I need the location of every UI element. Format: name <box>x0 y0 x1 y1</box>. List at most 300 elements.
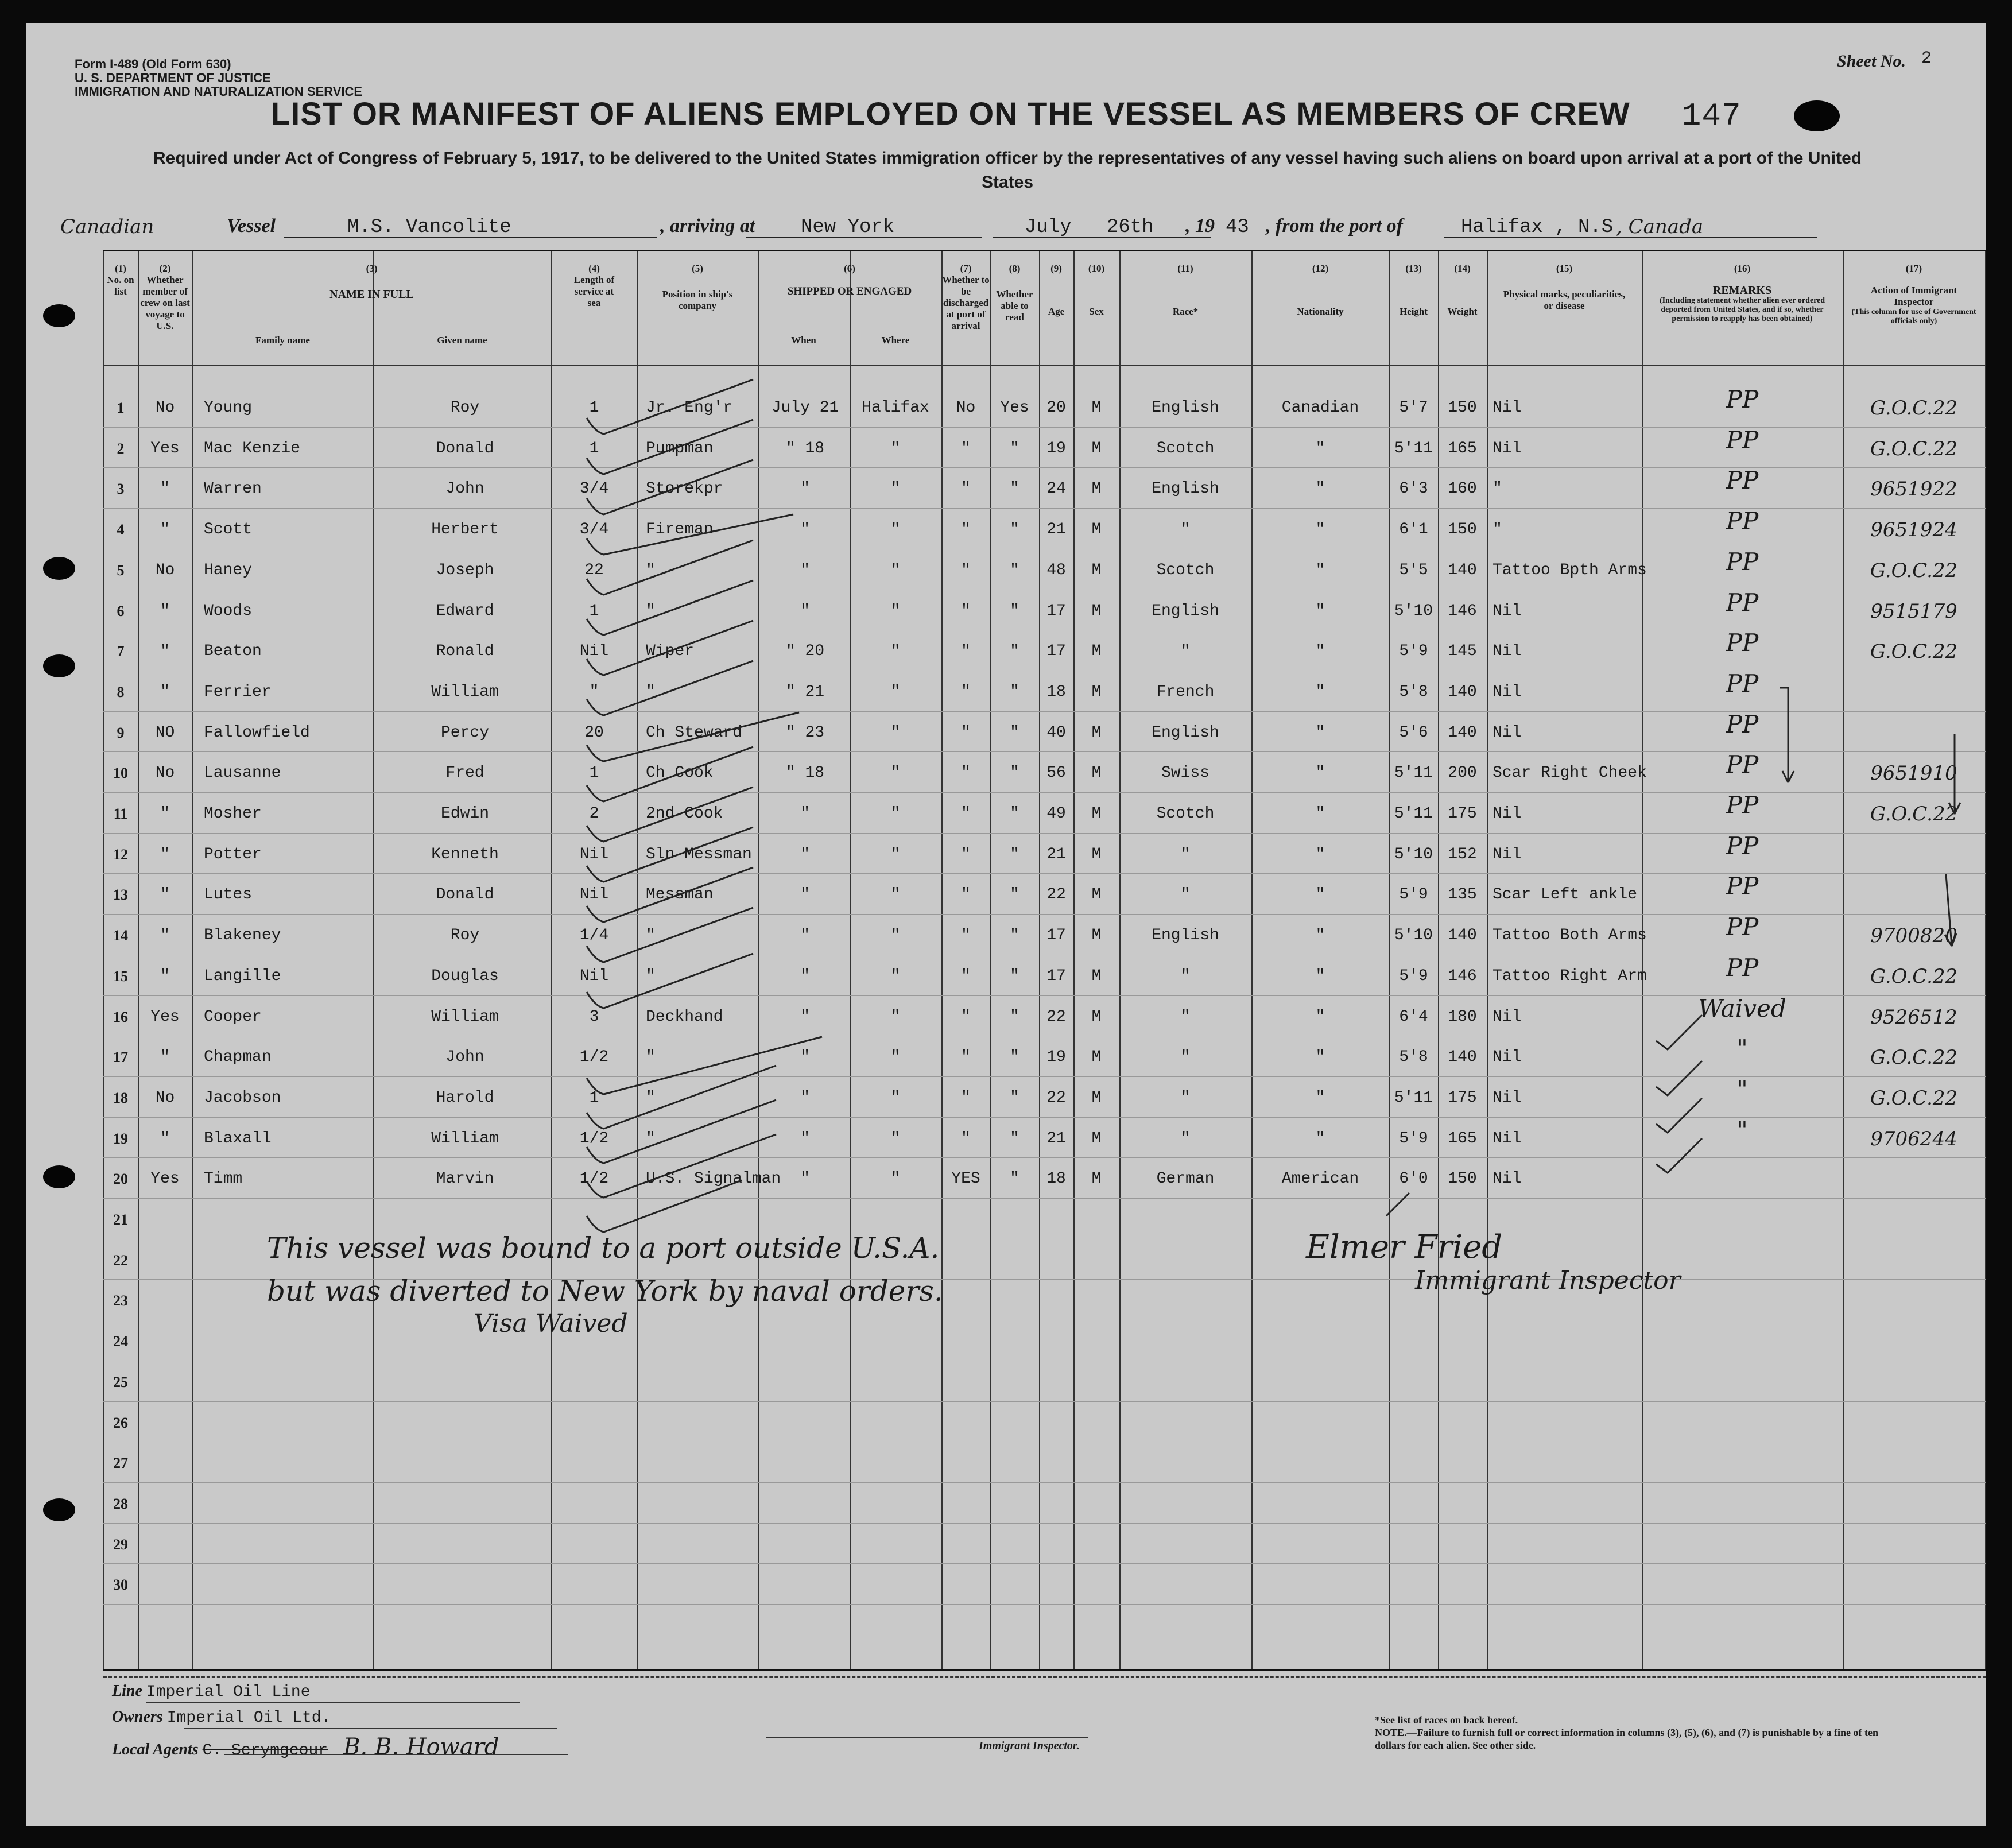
cell-no: 5 <box>117 561 125 579</box>
cell-given: William <box>431 1008 499 1026</box>
cell-no: 13 <box>113 886 128 904</box>
cell-read: Yes <box>1000 399 1029 417</box>
cell-sex: M <box>1091 439 1102 458</box>
cell-age: 17 <box>1046 927 1066 945</box>
cell-sex: M <box>1091 1008 1102 1026</box>
cell-marks: Nil <box>1492 642 1522 661</box>
cell-service: 22 <box>584 561 604 579</box>
col-15-header: (15) Physical marks, peculiarities, or disease <box>1503 263 1626 311</box>
cell-where: " <box>890 1088 901 1107</box>
cell-when: " <box>800 967 810 985</box>
cell-family: Beaton <box>204 642 262 661</box>
cell-height: 6'3 <box>1399 480 1428 498</box>
cell-action: G.O.C.22 <box>1870 964 1958 988</box>
cell-marks: Nil <box>1492 845 1522 863</box>
cell-no: 28 <box>113 1495 128 1512</box>
cell-last: No <box>155 1088 175 1107</box>
cell-family: Blaxall <box>204 1129 272 1148</box>
cell-nat: " <box>1315 602 1325 620</box>
cell-age: 18 <box>1046 1170 1066 1188</box>
cell-family: Mosher <box>204 805 262 823</box>
cell-when: " <box>800 845 810 863</box>
cell-when: " 21 <box>785 683 825 701</box>
col-4-header: (4) Length of service at sea <box>573 263 615 308</box>
cell-position: Messman <box>646 886 714 904</box>
cell-height: 6'0 <box>1399 1170 1428 1188</box>
cell-remarks: " <box>1736 1115 1748 1144</box>
vessel-name: M.S. Vancolite <box>347 216 511 238</box>
cell-no: 18 <box>113 1089 128 1106</box>
cell-age: 24 <box>1046 480 1066 498</box>
cell-no: 25 <box>113 1373 128 1390</box>
cell-disch: " <box>961 1008 971 1026</box>
cell-service: Nil <box>579 967 609 985</box>
cell-when: " 23 <box>785 723 825 742</box>
cell-height: 6'4 <box>1399 1008 1428 1026</box>
cell-action: 9706244 <box>1870 1127 1957 1150</box>
cell-action: G.O.C.22 <box>1870 437 1958 460</box>
cell-given: Ronald <box>436 642 494 661</box>
cell-disch: " <box>961 1129 971 1148</box>
cell-remarks: PP <box>1726 791 1759 819</box>
cell-race: " <box>1180 1129 1191 1148</box>
cell-family: Chapman <box>204 1048 272 1067</box>
cell-remarks: PP <box>1726 953 1759 982</box>
cell-last: Yes <box>150 439 180 458</box>
cell-last: Yes <box>150 1170 180 1188</box>
cell-where: " <box>890 439 901 458</box>
cell-remarks: PP <box>1726 425 1759 454</box>
cell-last: " <box>160 845 170 863</box>
col-2-header: (2) Whether member of crew on last voyage to U.S. <box>140 263 190 331</box>
cell-when: " <box>800 1170 810 1188</box>
col-5-header: (5) Position in ship's company <box>662 263 733 311</box>
cell-race: Scotch <box>1156 805 1215 823</box>
cell-when: " <box>800 1048 810 1067</box>
cell-family: Warren <box>204 480 262 498</box>
cell-nat: Canadian <box>1281 399 1359 417</box>
cell-last: " <box>160 967 170 985</box>
cell-where: " <box>890 927 901 945</box>
cell-last: " <box>160 642 170 661</box>
cell-read: " <box>1010 1088 1019 1107</box>
cell-last: " <box>160 1048 170 1067</box>
cell-read: " <box>1010 521 1019 539</box>
cell-where: " <box>890 967 901 985</box>
cell-read: " <box>1010 1048 1019 1067</box>
cell-last: " <box>160 1129 170 1148</box>
cell-when: " 18 <box>785 439 825 458</box>
cell-disch: " <box>961 845 971 863</box>
cell-age: 22 <box>1046 886 1066 904</box>
cell-remarks: PP <box>1726 507 1759 536</box>
cell-no: 16 <box>113 1008 128 1025</box>
cell-nat: " <box>1315 1048 1325 1067</box>
cell-given: Joseph <box>436 561 494 579</box>
cell-service: 3 <box>589 1008 599 1026</box>
cell-remarks: PP <box>1726 750 1759 779</box>
cell-given: William <box>431 1129 499 1148</box>
cell-action: 9651910 <box>1870 762 1957 785</box>
cell-service: 1 <box>589 439 599 458</box>
cell-action: 9651924 <box>1870 518 1957 542</box>
cell-read: " <box>1010 480 1019 498</box>
family-name-header: Family name <box>255 335 310 346</box>
cell-sex: M <box>1091 1048 1102 1067</box>
cell-marks: Tattoo Right Arm <box>1492 967 1647 985</box>
cell-race: " <box>1180 886 1191 904</box>
cell-position: " <box>646 683 656 701</box>
cell-where: " <box>890 764 901 782</box>
cell-nat: " <box>1315 1088 1325 1107</box>
from-country: , Canada <box>1616 215 1704 238</box>
cell-disch: " <box>961 521 971 539</box>
cell-weight: 140 <box>1448 1048 1477 1067</box>
cell-read: " <box>1010 1129 1019 1148</box>
cell-nat: " <box>1315 1129 1325 1148</box>
cell-family: Lutes <box>204 886 253 904</box>
cell-position: " <box>646 1088 656 1107</box>
cell-no: 30 <box>113 1576 128 1594</box>
cell-marks: " <box>1492 521 1502 539</box>
cell-service: 20 <box>584 723 604 742</box>
cell-nat: " <box>1315 805 1325 823</box>
cell-sex: M <box>1091 967 1102 985</box>
cell-disch: " <box>961 927 971 945</box>
cell-position: 2nd Cook <box>646 805 723 823</box>
cell-weight: 146 <box>1448 967 1477 985</box>
footer-line: Line Imperial Oil Line <box>112 1682 311 1701</box>
cell-weight: 200 <box>1448 764 1477 782</box>
cell-action: 9526512 <box>1870 1005 1957 1029</box>
cell-weight: 152 <box>1448 845 1477 863</box>
cell-position: " <box>646 602 656 620</box>
cell-marks: Nil <box>1492 805 1522 823</box>
arriving-port: New York <box>801 216 895 238</box>
cell-weight: 175 <box>1448 1088 1477 1107</box>
cell-height: 5'8 <box>1399 1048 1428 1067</box>
cell-no: 7 <box>117 643 125 660</box>
cell-read: " <box>1010 683 1019 701</box>
cell-read: " <box>1010 561 1019 579</box>
cell-weight: 165 <box>1448 1129 1477 1148</box>
cell-race: English <box>1152 399 1219 417</box>
cell-sex: M <box>1091 642 1102 661</box>
cell-disch: YES <box>951 1170 980 1188</box>
cell-sex: M <box>1091 1129 1102 1148</box>
cell-when: " <box>800 886 810 904</box>
inspector-signature: Elmer Fried <box>1306 1229 1503 1266</box>
cell-weight: 135 <box>1448 886 1477 904</box>
col-16-header: (16) REMARKS (Including statement whether alien ever ordered deported from United States, and if so, whether permission to reapply has been obtained) <box>1659 263 1825 323</box>
cell-remarks: PP <box>1726 913 1759 942</box>
cell-height: 5'9 <box>1399 1129 1428 1148</box>
cell-family: Mac Kenzie <box>204 439 301 458</box>
cell-no: 12 <box>113 846 128 863</box>
cell-last: " <box>160 602 170 620</box>
from-port: Halifax , N.S <box>1461 216 1614 238</box>
cell-height: 5'11 <box>1394 1088 1433 1107</box>
cell-action: G.O.C.22 <box>1870 803 1958 826</box>
voyage-line <box>60 215 1943 244</box>
col-17-header: (17) Action of Immigrant Inspector (This column for use of Government officials only) <box>1851 263 1976 326</box>
cell-last: " <box>160 480 170 498</box>
cell-height: 5'10 <box>1394 602 1433 620</box>
cell-sex: M <box>1091 805 1102 823</box>
cell-marks: " <box>1492 480 1502 498</box>
cell-disch: " <box>961 480 971 498</box>
cell-age: 19 <box>1046 439 1066 458</box>
cell-height: 5'10 <box>1394 927 1433 945</box>
punch-hole <box>43 1498 75 1521</box>
cell-marks: Nil <box>1492 602 1522 620</box>
cell-read: " <box>1010 927 1019 945</box>
cell-no: 24 <box>113 1333 128 1350</box>
cell-no: 15 <box>113 967 128 985</box>
cell-service: 1/2 <box>579 1129 609 1148</box>
cell-when: " <box>800 521 810 539</box>
cell-last: " <box>160 683 170 701</box>
cell-sex: M <box>1091 683 1102 701</box>
cell-action: 9515179 <box>1870 599 1957 623</box>
cell-read: " <box>1010 845 1019 863</box>
cell-weight: 140 <box>1448 561 1477 579</box>
footer-agents: Local Agents C. Scrymgeour B. B. Howard <box>112 1734 499 1760</box>
cell-action: 9700820 <box>1870 924 1957 948</box>
cell-position: Sln Messman <box>646 845 752 863</box>
cell-age: 56 <box>1046 764 1066 782</box>
cell-action: G.O.C.22 <box>1870 1086 1958 1110</box>
col-6-header: (6) SHIPPED OR ENGAGED <box>787 263 912 297</box>
cell-height: 5'7 <box>1399 399 1428 417</box>
cell-read: " <box>1010 602 1019 620</box>
cell-disch: No <box>956 399 976 417</box>
cell-last: " <box>160 805 170 823</box>
cell-race: " <box>1180 967 1191 985</box>
cell-nat: " <box>1315 521 1325 539</box>
cell-last: No <box>155 764 175 782</box>
cell-remarks: PP <box>1726 588 1759 617</box>
cell-where: " <box>890 805 901 823</box>
cell-no: 19 <box>113 1130 128 1147</box>
cell-sex: M <box>1091 399 1102 417</box>
cell-service: 1 <box>589 399 599 417</box>
cell-no: 20 <box>113 1171 128 1188</box>
cell-height: 5'9 <box>1399 967 1428 985</box>
cell-sex: M <box>1091 886 1102 904</box>
cell-disch: " <box>961 723 971 742</box>
cell-remarks: PP <box>1726 831 1759 860</box>
cell-service: 1/4 <box>579 927 609 945</box>
arrival-date: July 26th <box>1025 216 1154 238</box>
cell-family: Woods <box>204 602 253 620</box>
cell-nat: " <box>1315 1008 1325 1026</box>
cell-sex: M <box>1091 723 1102 742</box>
note-line-2: but was diverted to New York by naval orders. <box>267 1274 943 1308</box>
cell-read: " <box>1010 642 1019 661</box>
cell-race: " <box>1180 845 1191 863</box>
cell-no: 6 <box>117 602 125 619</box>
cell-where: " <box>890 723 901 742</box>
title-text: LIST OR MANIFEST OF ALIENS EMPLOYED ON THE VESSEL AS MEMBERS OF CREW <box>270 95 1630 131</box>
cell-read: " <box>1010 723 1019 742</box>
when-header: When <box>791 335 816 346</box>
cell-where: " <box>890 683 901 701</box>
cell-last: " <box>160 927 170 945</box>
cell-weight: 146 <box>1448 602 1477 620</box>
form-number: Form I-489 (Old Form 630) <box>75 57 231 71</box>
cell-sex: M <box>1091 927 1102 945</box>
cell-where: " <box>890 886 901 904</box>
cell-read: " <box>1010 1008 1019 1026</box>
cell-no: 4 <box>117 521 125 538</box>
cell-position: Deckhand <box>646 1008 723 1026</box>
cell-disch: " <box>961 683 971 701</box>
footnotes <box>1375 1714 1903 1752</box>
cell-marks: Nil <box>1492 1008 1522 1026</box>
cell-no: 17 <box>113 1049 128 1066</box>
cell-marks: Nil <box>1492 1088 1522 1107</box>
cell-race: Swiss <box>1161 764 1209 782</box>
cell-nat: " <box>1315 439 1325 458</box>
cell-marks: Scar Left ankle <box>1492 886 1638 904</box>
cell-position: " <box>646 967 656 985</box>
cell-given: Edward <box>436 602 494 620</box>
cell-nat: " <box>1315 845 1325 863</box>
cell-family: Jacobson <box>204 1088 281 1107</box>
cell-no: 11 <box>113 805 128 822</box>
cell-sex: M <box>1091 764 1102 782</box>
where-header: Where <box>881 335 910 346</box>
cell-nat: American <box>1281 1170 1359 1188</box>
cell-last: Yes <box>150 1008 180 1026</box>
inspector-signature-title: Immigrant Inspector <box>1415 1266 1681 1295</box>
cell-weight: 180 <box>1448 1008 1477 1026</box>
cell-last: " <box>160 521 170 539</box>
cell-position: Ch Cook <box>646 764 714 782</box>
cell-family: Blakeney <box>204 927 281 945</box>
form-header <box>75 57 362 99</box>
cell-where: " <box>890 480 901 498</box>
cell-family: Young <box>204 399 253 417</box>
cell-marks: Nil <box>1492 683 1522 701</box>
cell-given: Edwin <box>440 805 489 823</box>
cell-remarks: PP <box>1726 872 1759 901</box>
cell-disch: " <box>961 967 971 985</box>
cell-marks: Tattoo Bpth Arms <box>1492 561 1647 579</box>
cell-age: 17 <box>1046 967 1066 985</box>
cell-no: 9 <box>117 724 125 741</box>
cell-sex: M <box>1091 1088 1102 1107</box>
cell-position: " <box>646 561 656 579</box>
cell-sex: M <box>1091 845 1102 863</box>
cell-height: 5'11 <box>1394 439 1433 458</box>
cell-when: " 20 <box>785 642 825 661</box>
cell-nat: " <box>1315 683 1325 701</box>
cell-race: English <box>1152 927 1219 945</box>
cell-height: 5'6 <box>1399 723 1428 742</box>
cell-given: Kenneth <box>431 845 499 863</box>
cell-read: " <box>1010 439 1019 458</box>
cell-weight: 150 <box>1448 1170 1477 1188</box>
cell-remarks: " <box>1736 1075 1748 1103</box>
form-subtitle: Required under Act of Congress of February 5, 1917, to be delivered to the United States immigration officer by the representatives of any vessel having such aliens on board upon arrival at a port of the United States <box>153 149 1862 192</box>
cell-race: French <box>1156 683 1215 701</box>
cell-nat: " <box>1315 642 1325 661</box>
col-3-header: (3) NAME IN FULL <box>329 263 414 301</box>
note-line-1: This vessel was bound to a port outside U.S.A. <box>267 1231 940 1265</box>
col-12-header: (12) Nationality <box>1297 263 1344 317</box>
cell-where: " <box>890 561 901 579</box>
cell-height: 5'9 <box>1399 642 1428 661</box>
cell-service: Nil <box>579 642 609 661</box>
cell-no: 3 <box>117 481 125 498</box>
sheet-number: 2 <box>1921 49 1932 68</box>
cell-family: Langille <box>204 967 281 985</box>
cell-age: 40 <box>1046 723 1066 742</box>
cell-race: " <box>1180 1048 1191 1067</box>
cell-read: " <box>1010 886 1019 904</box>
cell-no: 21 <box>113 1211 128 1228</box>
footnote-fine: NOTE.—Failure to furnish full or correct information in columns (3), (5), (6), and (7) is punishable by a fine of ten dollars for each alien. See other side. <box>1375 1727 1879 1751</box>
cell-race: English <box>1152 723 1219 742</box>
cell-nat: " <box>1315 927 1325 945</box>
cell-marks: Tattoo Both Arms <box>1492 927 1647 945</box>
cell-disch: " <box>961 805 971 823</box>
cell-age: 18 <box>1046 683 1066 701</box>
cell-disch: " <box>961 602 971 620</box>
cell-weight: 150 <box>1448 399 1477 417</box>
cell-remarks: PP <box>1726 466 1759 495</box>
cell-service: Nil <box>579 886 609 904</box>
cell-race: " <box>1180 521 1191 539</box>
cell-weight: 165 <box>1448 439 1477 458</box>
punch-hole <box>43 1165 75 1188</box>
crew-table <box>103 250 1986 1671</box>
department: U. S. DEPARTMENT OF JUSTICE <box>75 71 271 85</box>
arriving-label: , arriving at <box>660 215 755 237</box>
cell-age: 21 <box>1046 845 1066 863</box>
cell-given: Percy <box>440 723 489 742</box>
cell-when: " <box>800 927 810 945</box>
cell-position: U.S. Signalman <box>646 1170 781 1188</box>
cell-height: 5'11 <box>1394 805 1433 823</box>
note-line-3: Visa Waived <box>474 1309 628 1338</box>
cell-sex: M <box>1091 521 1102 539</box>
cell-last: NO <box>155 723 175 742</box>
cell-remarks: PP <box>1726 669 1759 698</box>
cell-nat: " <box>1315 480 1325 498</box>
cell-when: July 21 <box>771 399 839 417</box>
cell-action: G.O.C.22 <box>1870 397 1958 420</box>
col-14-header: (14) Weight <box>1447 263 1478 317</box>
cell-nat: " <box>1315 723 1325 742</box>
cell-nat: " <box>1315 967 1325 985</box>
cell-marks: Nil <box>1492 439 1522 458</box>
cell-no: 23 <box>113 1292 128 1310</box>
cell-service: 1 <box>589 602 599 620</box>
cell-race: " <box>1180 1088 1191 1107</box>
cell-family: Scott <box>204 521 253 539</box>
cell-no: 22 <box>113 1252 128 1269</box>
cell-action: G.O.C.22 <box>1870 1046 1958 1070</box>
cell-position: Wiper <box>646 642 695 661</box>
cell-position: " <box>646 1129 656 1148</box>
cell-height: 5'8 <box>1399 683 1428 701</box>
cell-family: Fallowfield <box>204 723 310 742</box>
cell-weight: 160 <box>1448 480 1477 498</box>
cell-nat: " <box>1315 886 1325 904</box>
